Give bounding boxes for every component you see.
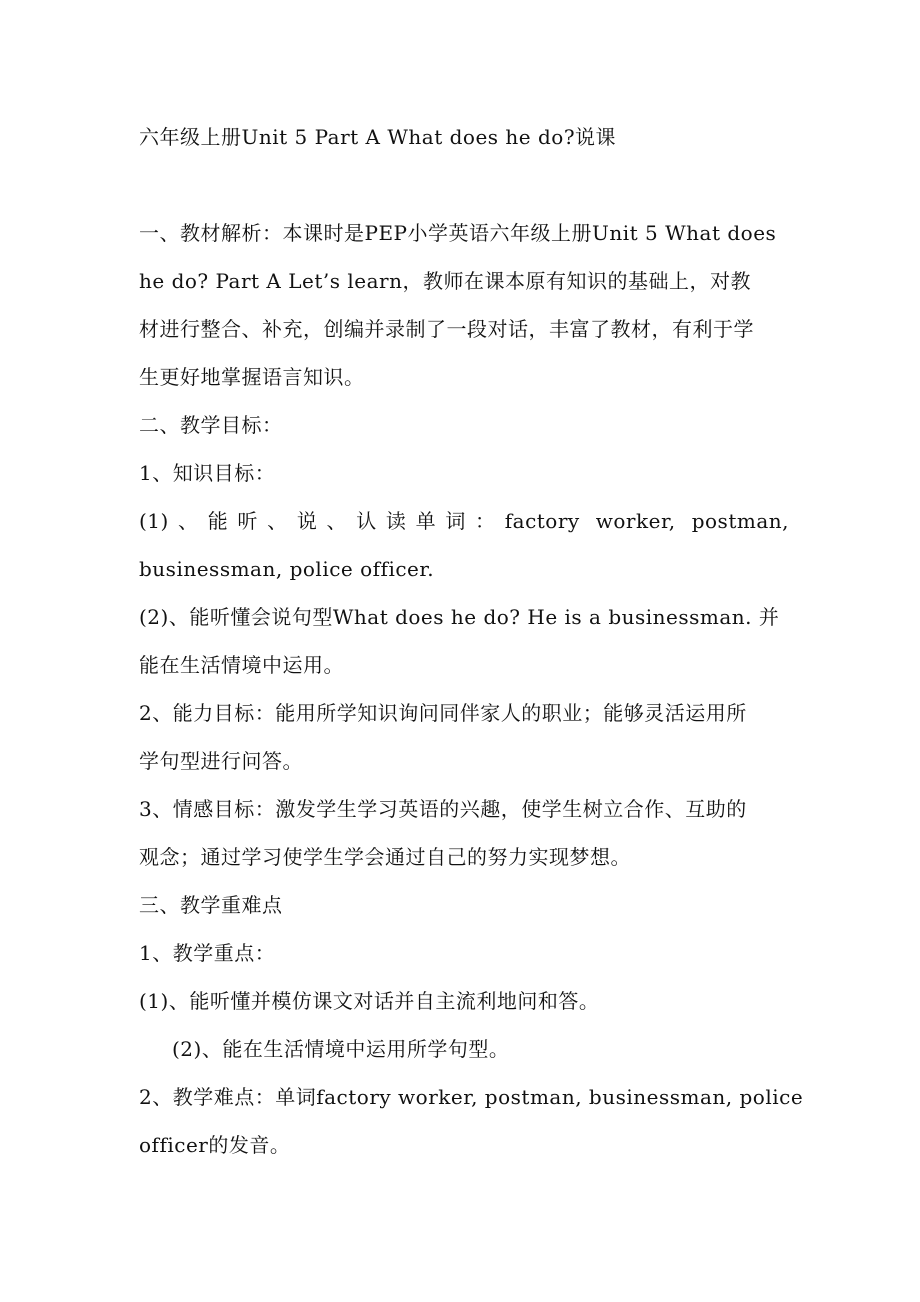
difficult-point-line2: officer的发音。 <box>139 1133 291 1157</box>
knowledge-goal-item1-line2: businessman, police officer. <box>139 557 435 581</box>
key-point-item1: (1)、能听懂并模仿课文对话并自主流利地问和答。 <box>139 989 600 1013</box>
key-points-heading: 1、教学重点： <box>139 941 276 965</box>
section1-line2: he do? Part A Let’s learn，教师在课本原有知识的基础上，对教 <box>139 269 751 293</box>
knowledge-goal-item2-line2: 能在生活情境中运用。 <box>139 653 344 677</box>
document-title: 六年级上册Unit 5 Part A What does he do?说课 <box>139 125 617 149</box>
section1-line1: 一、教材解析：本课时是PEP小学英语六年级上册Unit 5 What does <box>139 221 777 245</box>
knowledge-goal-heading: 1、知识目标： <box>139 461 276 485</box>
section2-heading: 二、教学目标： <box>139 413 283 437</box>
ability-goal-line2: 学句型进行问答。 <box>139 749 303 773</box>
section3-heading: 三、教学重难点 <box>139 893 283 917</box>
section1-line4: 生更好地掌握语言知识。 <box>139 365 365 389</box>
section1-line3: 材进行整合、补充，创编并录制了一段对话，丰富了教材，有利于学 <box>139 317 754 341</box>
key-point-item2: (2)、能在生活情境中运用所学句型。 <box>172 1037 510 1061</box>
difficult-point-line1: 2、教学难点：单词factory worker, postman, businessman, police <box>139 1085 804 1109</box>
knowledge-goal-item1-line1: (1)、能听、说、认读单词：factory worker, postman, <box>139 509 789 533</box>
ability-goal-line1: 2、能力目标：能用所学知识询问同伴家人的职业；能够灵活运用所 <box>139 701 747 725</box>
knowledge-goal-item2-line1: (2)、能听懂会说句型What does he do? He is a businessman. 并 <box>139 605 780 629</box>
emotion-goal-line2: 观念；通过学习使学生学会通过自己的努力实现梦想。 <box>139 845 631 869</box>
emotion-goal-line1: 3、情感目标：激发学生学习英语的兴趣，使学生树立合作、互助的 <box>139 797 747 821</box>
